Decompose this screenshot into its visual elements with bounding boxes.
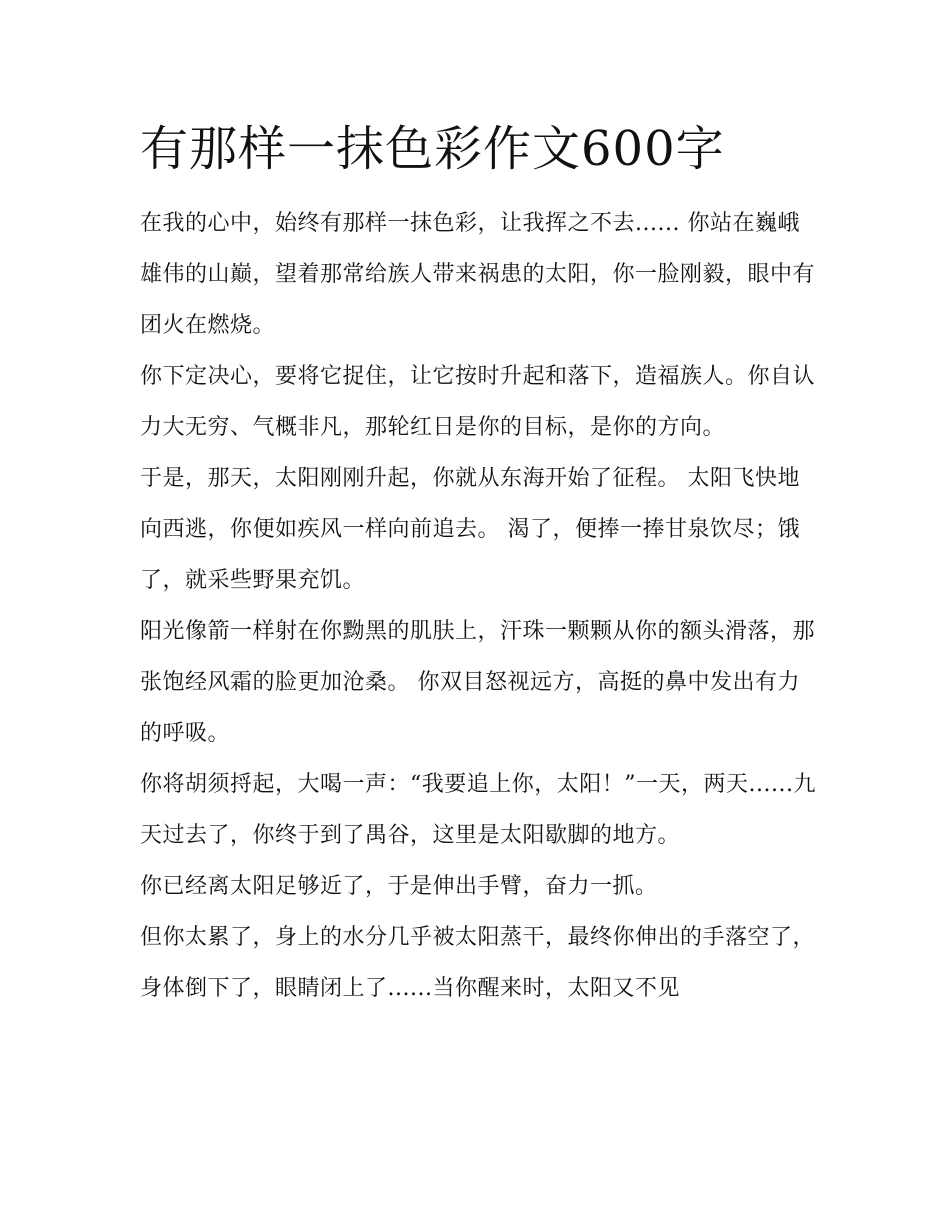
paragraph-1: 在我的心中，始终有那样一抹色彩，让我挥之不去...... 你站在巍峨雄伟的山巅，望着那常给族人带来祸患的太阳，你一脸刚毅，眼中有团火在燃烧。 [140, 211, 816, 338]
document-title: 有那样一抹色彩作文600字 [140, 121, 725, 177]
paragraph-7: 但你太累了，身上的水分几乎被太阳蒸干，最终你伸出的手落空了，身体倒下了，眼睛闭上了......当你醒来时，太阳又不见 [140, 925, 816, 1001]
document-page [140, 112, 820, 1014]
paragraph-4: 阳光像箭一样射在你黝黑的肌肤上，汗珠一颗颗从你的额头滑落，那张饱经风霜的脸更加沧桑。 你双目怒视远方，高挺的鼻中发出有力的呼吸。 [140, 619, 816, 746]
paragraph-6: 你已经离太阳足够近了，于是伸出手臂，奋力一抓。 [140, 874, 658, 899]
paragraph-2: 你下定决心，要将它捉住，让它按时升起和落下，造福族人。你自认力大无穷、气概非凡，那轮红日是你的目标，是你的方向。 [140, 364, 816, 440]
paragraph-5: 你将胡须捋起，大喝一声：“我要追上你，太阳！”一天，两天......九天过去了，你终于到了禺谷，这里是太阳歇脚的地方。 [140, 772, 816, 848]
paragraph-3: 于是，那天，太阳刚刚升起，你就从东海开始了征程。 太阳飞快地向西逃，你便如疾风一样向前追去。 渴了，便捧一捧甘泉饮尽；饿了，就采些野果充饥。 [140, 466, 800, 593]
